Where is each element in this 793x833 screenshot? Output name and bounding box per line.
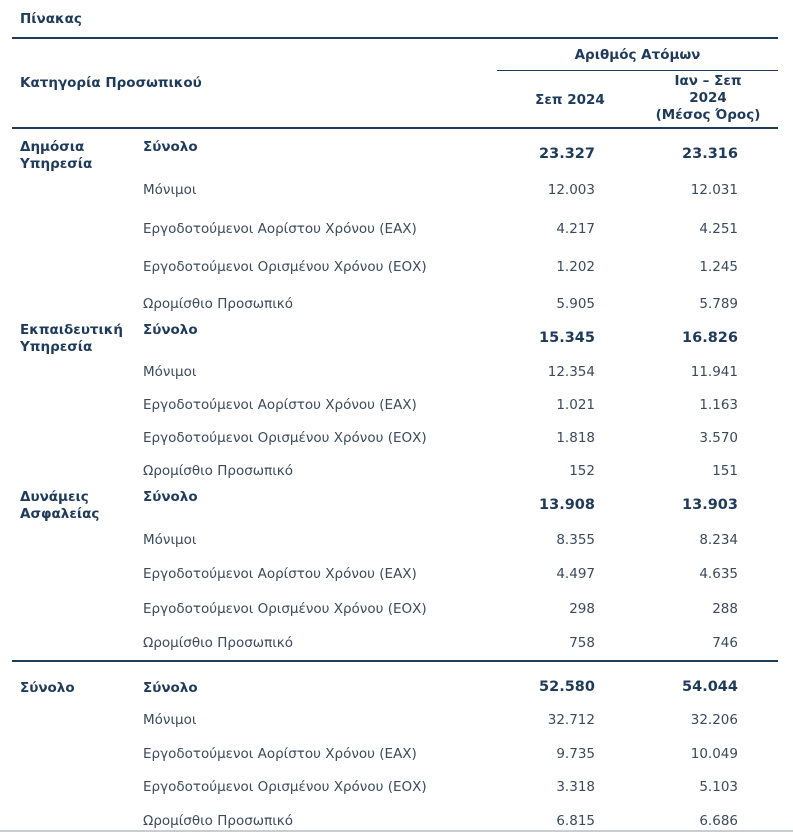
header-category: Κατηγορία Προσωπικού [20, 75, 202, 91]
row-label: Μόνιμοι [143, 532, 197, 548]
value-sep: 758 [569, 635, 595, 651]
value-sep: 12.003 [547, 182, 595, 198]
value-avg: 151 [712, 463, 738, 479]
value-sep: 15.345 [539, 330, 595, 346]
row-label: Μόνιμοι [143, 182, 197, 198]
row-label: Εργοδοτούμενοι Ορισμένου Χρόνου (ΕΟΧ) [143, 601, 427, 617]
value-sep: 4.217 [556, 221, 595, 237]
row-label: Μόνιμοι [143, 364, 197, 380]
value-avg: 8.234 [699, 532, 738, 548]
category-education-service: Εκπαιδευτική Υπηρεσία [20, 322, 124, 355]
header-col2-line3: (Μέσος Όρος) [655, 107, 761, 123]
row-label: Εργοδοτούμενοι Αορίστου Χρόνου (ΕΑΧ) [143, 746, 417, 762]
value-sep: 13.908 [539, 497, 595, 513]
row-label: Εργοδοτούμενοι Ορισμένου Χρόνου (ΕΟΧ) [143, 779, 427, 795]
value-sep: 9.735 [556, 746, 595, 762]
value-avg: 11.941 [690, 364, 738, 380]
value-avg: 4.635 [699, 566, 738, 582]
value-sep: 8.355 [556, 532, 595, 548]
row-label: Εργοδοτούμενοι Αορίστου Χρόνου (ΕΑΧ) [143, 221, 417, 237]
value-avg: 13.903 [682, 497, 738, 513]
row-label: Ωρομίσθιο Προσωπικό [143, 813, 293, 829]
value-avg: 10.049 [690, 746, 738, 762]
value-avg: 1.163 [699, 397, 738, 413]
bottom-rule [0, 830, 793, 832]
value-avg: 5.103 [699, 779, 738, 795]
value-sep: 5.905 [556, 296, 595, 312]
value-sep: 152 [569, 463, 595, 479]
row-label: Σύνολο [143, 322, 198, 338]
value-sep: 298 [569, 601, 595, 617]
row-label: Σύνολο [143, 139, 198, 155]
value-sep: 1.818 [556, 430, 595, 446]
row-label: Εργοδοτούμενοι Ορισμένου Χρόνου (ΕΟΧ) [143, 430, 427, 446]
value-sep: 6.815 [556, 813, 595, 829]
header-bottom-rule [12, 127, 778, 129]
row-label: Ωρομίσθιο Προσωπικό [143, 635, 293, 651]
value-sep: 52.580 [539, 679, 595, 695]
total-separator-rule [12, 660, 778, 662]
row-label: Εργοδοτούμενοι Αορίστου Χρόνου (ΕΑΧ) [143, 566, 417, 582]
header-top-rule [12, 37, 778, 39]
value-avg: 288 [712, 601, 738, 617]
row-label: Ωρομίσθιο Προσωπικό [143, 463, 293, 479]
value-avg: 5.789 [699, 296, 738, 312]
header-col1: Σεπ 2024 [535, 92, 605, 108]
value-avg: 6.686 [699, 813, 738, 829]
value-avg: 4.251 [699, 221, 738, 237]
value-avg: 746 [712, 635, 738, 651]
row-label: Εργοδοτούμενοι Ορισμένου Χρόνου (ΕΟΧ) [143, 259, 427, 275]
category-public-service: Δημόσια Υπηρεσία [20, 139, 93, 172]
row-label: Μόνιμοι [143, 712, 197, 728]
value-sep: 23.327 [539, 146, 595, 162]
value-sep: 4.497 [556, 566, 595, 582]
row-label: Σύνολο [143, 489, 198, 505]
row-label: Εργοδοτούμενοι Αορίστου Χρόνου (ΕΑΧ) [143, 397, 417, 413]
header-col2-line1: Ιαν – Σεπ [674, 73, 742, 89]
value-avg: 32.206 [690, 712, 738, 728]
header-col2-line2: 2024 [689, 90, 727, 106]
table-caption: Πίνακας [20, 11, 82, 27]
value-sep: 32.712 [547, 712, 595, 728]
category-security-forces: Δυνάμεις Ασφαλείας [20, 489, 100, 522]
value-sep: 1.021 [556, 397, 595, 413]
value-avg: 12.031 [690, 182, 738, 198]
value-avg: 1.245 [699, 259, 738, 275]
value-sep: 3.318 [556, 779, 595, 795]
row-label: Ωρομίσθιο Προσωπικό [143, 296, 293, 312]
category-total: Σύνολο [20, 680, 75, 696]
value-avg: 54.044 [682, 679, 738, 695]
value-sep: 1.202 [556, 259, 595, 275]
value-avg: 16.826 [682, 330, 738, 346]
value-avg: 23.316 [682, 146, 738, 162]
value-avg: 3.570 [699, 430, 738, 446]
value-sep: 12.354 [547, 364, 595, 380]
header-group: Αριθμός Ατόμων [574, 47, 701, 63]
row-label: Σύνολο [143, 680, 198, 696]
group-underline [497, 70, 778, 71]
